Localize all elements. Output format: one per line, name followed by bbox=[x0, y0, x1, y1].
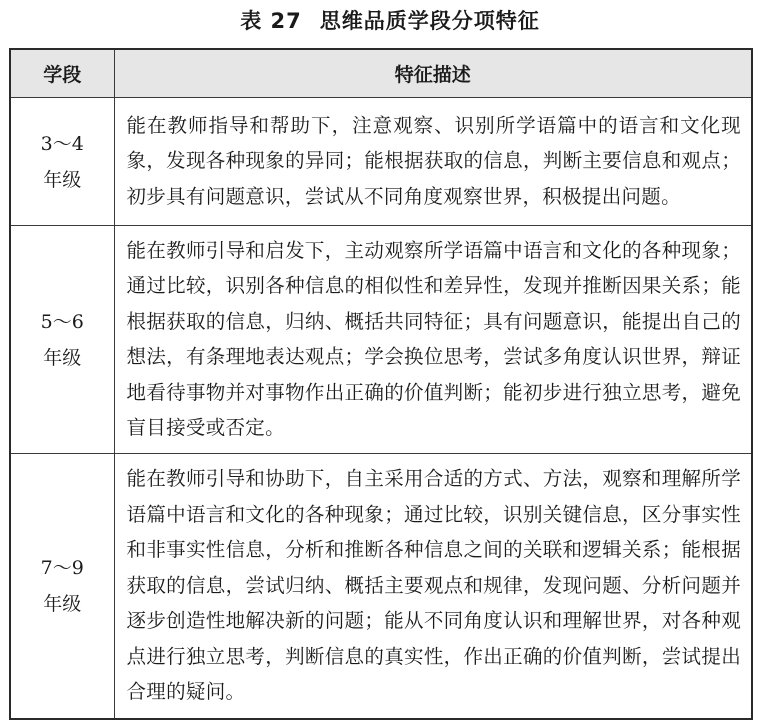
table-row bbox=[10, 454, 752, 720]
stage-cell bbox=[10, 226, 114, 454]
description-cell: 能在教师引导和协助下，自主采用合适的方式、方法，观察和理解所学语篇中语言和文化的各种现象；通过比较，识别关键信息，区分事实性和非事实性信息，分析和推断各种信息之间的关联和逻辑关系；能根据获取的信息，尝试归纳、概括主要观点和规律，发现问题、分析问题并逐步创造性地解决新的问题；能从不同角度认识和理解世界，对各种观点进行独立思考，判断信息的真实性，作出正确的价值判断，尝试提出合理的疑问。 bbox=[114, 454, 752, 720]
header-description: 特征描述 bbox=[114, 49, 752, 98]
stage-grade-label: 年级 bbox=[43, 168, 82, 191]
description-cell: 能在教师引导和启发下，主动观察所学语篇中语言和文化的各种现象；通过比较，识别各种信息的相似性和差异性，发现并推断因果关系；能根据获取的信息，归纳、概括共同特征；具有问题意识，能提出自己的想法，有条理地表达观点；学会换位思考，尝试多角度认识世界，辩证地看待事物并对事物作出正确的价值判断；能初步进行独立思考，避免盲目接受或否定。 bbox=[114, 226, 752, 454]
stage-cell bbox=[10, 454, 114, 720]
header-stage: 学段 bbox=[10, 49, 114, 98]
table-title: 思维品质学段分项特征 bbox=[319, 9, 540, 33]
table-header-row bbox=[10, 49, 752, 98]
stage-grade-range: 3～4 bbox=[40, 132, 84, 155]
stage-features-table bbox=[9, 48, 753, 720]
table-caption bbox=[0, 6, 780, 36]
description-cell: 能在教师指导和帮助下，注意观察、识别所学语篇中的语言和文化现象，发现各种现象的异同；能根据获取的信息，判断主要信息和观点；初步具有问题意识，尝试从不同角度观察世界，积极提出问题。 bbox=[114, 98, 752, 226]
stage-grade-range: 7～9 bbox=[40, 557, 84, 579]
table-row bbox=[10, 226, 752, 454]
stage-cell bbox=[10, 98, 114, 226]
stage-grade-label: 年级 bbox=[43, 593, 82, 615]
stage-grade-range: 5～6 bbox=[40, 310, 84, 333]
stage-grade-label: 年级 bbox=[43, 346, 82, 369]
table-number: 表 27 bbox=[240, 9, 302, 33]
table-row bbox=[10, 98, 752, 226]
